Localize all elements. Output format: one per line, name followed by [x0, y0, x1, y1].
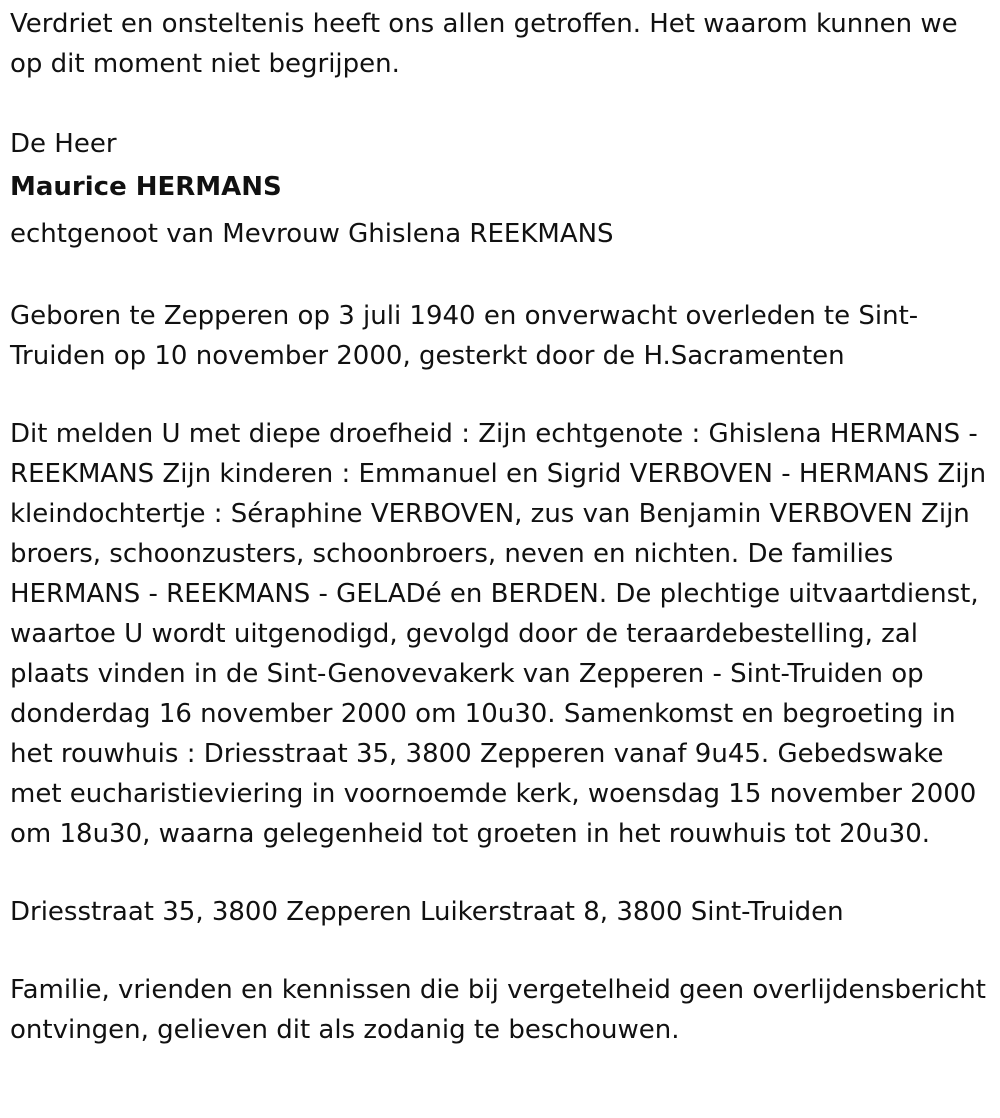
spacer [10, 854, 990, 892]
spacer [10, 376, 990, 414]
announcement-text: Dit melden U met diepe droefheid : Zijn echtgenote : Ghislena HERMANS - REEKMANS Zijn kinderen : Emmanuel en Sigrid VERBOVEN - HERMANS Zijn kleindochtertje : Séraphine VERBOVEN, zus van Benjamin VERBOVEN Zijn broers, schoonzusters, schoonbroers, neven en nichten. De families HERMANS - REEKMANS - GELADé en BERDEN. De plechtige uitvaartdienst, waartoe U wordt uitgenodigd, gevolgd door de teraardebestelling, zal plaats vinden in de Sint-Genovevakerk van Zepperen - Sint-Truiden op donderdag 16 november 2000 om 10u30. Samenkomst en begroeting in het rouwhuis : Driesstraat 35, 3800 Zepperen vanaf 9u45. Gebedswake met eucharistieviering in voornoemde kerk, woensdag 15 november 2000 om 18u30, waarna gelegenheid tot groeten in het rouwhuis tot 20u30. [10, 419, 987, 849]
spouse-line: echtgenoot van Mevrouw Ghislena REEKMANS [10, 219, 614, 249]
spacer [10, 932, 990, 970]
intro-text: Verdriet en onsteltenis heeft ons allen getroffen. Het waarom kunnen we op dit moment niet begrijpen. [10, 9, 958, 79]
deceased-name: Maurice HERMANS [10, 172, 282, 202]
honorific: De Heer [10, 129, 117, 159]
closing-text: Familie, vrienden en kennissen die bij vergetelheid geen overlijdensbericht ontvingen, gelieven dit als zodanig te beschouwen. [10, 975, 986, 1045]
birth-death-text: Geboren te Zepperen op 3 juli 1940 en onverwacht overleden te Sint-Truiden op 10 november 2000, gesterkt door de H.Sacramenten [10, 301, 919, 371]
spacer [10, 84, 990, 122]
addresses-text: Driesstraat 35, 3800 Zepperen Luikerstraat 8, 3800 Sint-Truiden [10, 897, 844, 927]
spacer [10, 258, 990, 296]
